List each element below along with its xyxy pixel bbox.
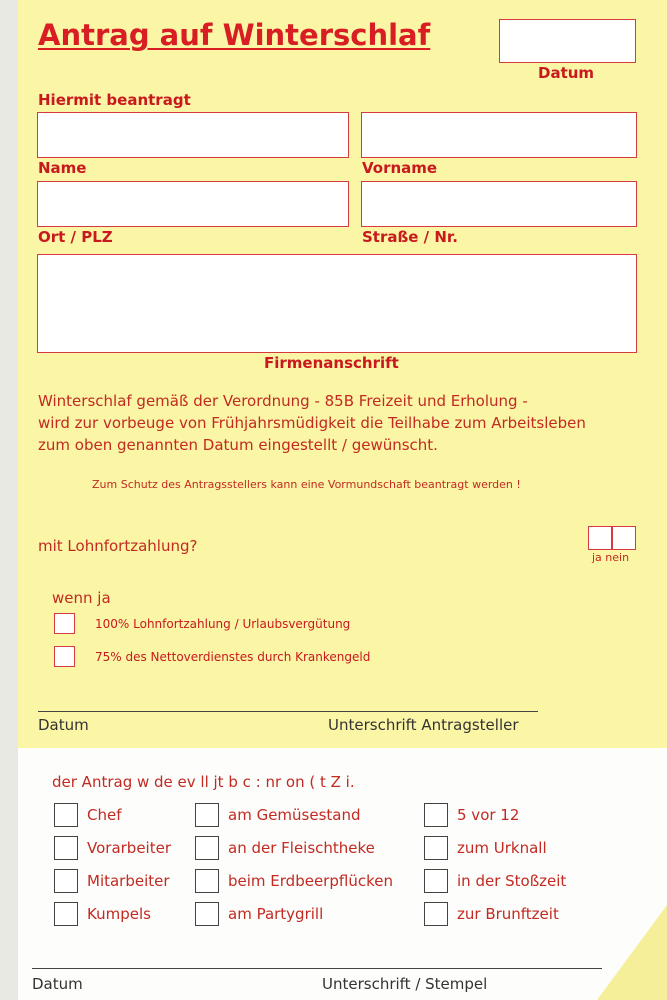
decision-brunftzeit-checkbox[interactable] <box>424 902 448 926</box>
decision-stosszeit-checkbox[interactable] <box>424 869 448 893</box>
firmenanschrift-field[interactable] <box>37 254 637 353</box>
strasse-field[interactable] <box>361 181 637 227</box>
decision-chef-checkbox[interactable] <box>54 803 78 827</box>
date-label: Datum <box>538 64 595 82</box>
decision-intro: der Antrag w de ev ll jt b c : nr on ( t Z i. <box>52 773 355 791</box>
decision-erdbeer-checkbox[interactable] <box>195 869 219 893</box>
decision-col2-item: beim Erdbeerpflücken <box>228 872 393 890</box>
option-100-checkbox[interactable] <box>54 613 75 634</box>
paragraph-line-3: zum oben genannten Datum eingestellt / gewünscht. <box>38 436 438 454</box>
left-edge-strip <box>0 0 18 1000</box>
paragraph-line-1: Winterschlaf gemäß der Verordnung - 85B Freizeit und Erholung - <box>38 392 528 410</box>
decision-col1-item: Chef <box>87 806 122 824</box>
decision-col1-item: Kumpels <box>87 905 151 923</box>
ja-nein-label: ja nein <box>592 551 630 564</box>
option-75-checkbox[interactable] <box>54 646 75 667</box>
date-field[interactable] <box>499 19 636 63</box>
intro-label: Hiermit beantragt <box>38 91 191 109</box>
decision-col3-item: zum Urknall <box>457 839 547 857</box>
decision-5vor12-checkbox[interactable] <box>424 803 448 827</box>
sign1-signature-label: Unterschrift Antragsteller <box>328 716 519 734</box>
decision-kumpels-checkbox[interactable] <box>54 902 78 926</box>
name-field[interactable] <box>37 112 349 158</box>
decision-col3-item: zur Brunftzeit <box>457 905 559 923</box>
sign2-signature-label: Unterschrift / Stempel <box>322 975 488 993</box>
decision-col1-item: Vorarbeiter <box>87 839 171 857</box>
decision-col2-item: an der Fleischtheke <box>228 839 375 857</box>
paper-corner <box>597 905 667 1000</box>
option-100-label: 100% Lohnfortzahlung / Urlaubsvergütung <box>95 617 351 631</box>
vorname-label: Vorname <box>362 159 438 177</box>
decision-col2-item: am Gemüsestand <box>228 806 361 824</box>
decision-gemuesestand-checkbox[interactable] <box>195 803 219 827</box>
decision-fleischtheke-checkbox[interactable] <box>195 836 219 860</box>
guardianship-notice: Zum Schutz des Antragsstellers kann eine Vormundschaft beantragt werden ! <box>92 478 521 491</box>
firmenanschrift-label: Firmenanschrift <box>264 354 399 372</box>
if-yes-label: wenn ja <box>52 589 111 607</box>
decision-col1-item: Mitarbeiter <box>87 872 170 890</box>
decision-col3-item: 5 vor 12 <box>457 806 520 824</box>
lohn-question: mit Lohnfortzahlung? <box>38 537 198 555</box>
vorname-field[interactable] <box>361 112 637 158</box>
option-75-label: 75% des Nettoverdienstes durch Krankengeld <box>95 650 371 664</box>
decision-urknall-checkbox[interactable] <box>424 836 448 860</box>
sign2-date-label: Datum <box>32 975 83 993</box>
decision-mitarbeiter-checkbox[interactable] <box>54 869 78 893</box>
decision-partygrill-checkbox[interactable] <box>195 902 219 926</box>
decision-vorarbeiter-checkbox[interactable] <box>54 836 78 860</box>
ort-plz-field[interactable] <box>37 181 349 227</box>
signature-line-2 <box>32 968 602 969</box>
sign1-date-label: Datum <box>38 716 89 734</box>
strasse-label: Straße / Nr. <box>362 228 458 246</box>
decision-col2-item: am Partygrill <box>228 905 324 923</box>
signature-line-1 <box>38 711 538 712</box>
decision-col3-item: in der Stoßzeit <box>457 872 567 890</box>
paragraph-line-2: wird zur vorbeuge von Frühjahrsmüdigkeit die Teilhabe zum Arbeitsleben <box>38 414 586 432</box>
ort-plz-label: Ort / PLZ <box>38 228 113 246</box>
lohn-ja-checkbox[interactable] <box>588 526 612 550</box>
form-title: Antrag auf Winterschlaf <box>38 18 431 52</box>
name-label: Name <box>38 159 87 177</box>
lohn-nein-checkbox[interactable] <box>612 526 636 550</box>
